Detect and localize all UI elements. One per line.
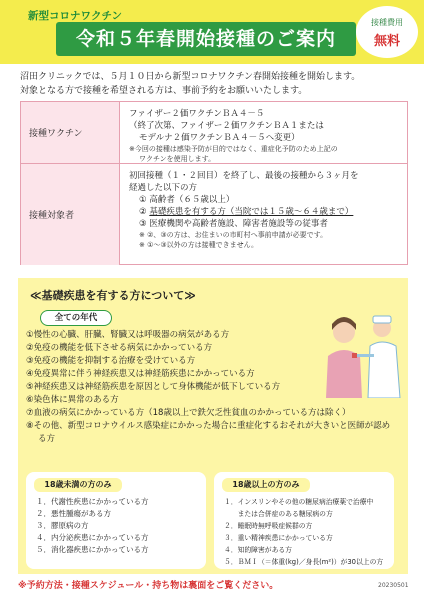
target-item-2 (129, 206, 403, 218)
target-item-1: ① 高齢者（６５歳以上） (139, 195, 235, 205)
disease-title: ≪基礎疾患を有する方について≫ (30, 289, 196, 302)
under18-item: ５．消化器疾患にかかっている方 (36, 545, 149, 554)
footer-note: ※予約方法・接種スケジュール・持ち物は裏面をご覧ください。 (18, 581, 279, 591)
header-subtitle: 新型コロナワクチン (28, 10, 122, 22)
over18-head: 18歳以上の方のみ (222, 478, 310, 492)
target-note-1: ※ ②、③の方は、お住まいの市町村へ事前申請が必要です。 (139, 231, 328, 239)
intro-line-1: 沼田クリニックでは、５月１０日から新型コロナワクチン春開始接種を開始します。 (20, 72, 361, 82)
under18-item: １．代謝性疾患にかかっている方 (36, 497, 149, 506)
page-title: 令和５年春開始接種のご案内 (75, 28, 336, 50)
vaccine-note-2: ワクチンを使用します。 (139, 155, 216, 163)
vaccine-row (21, 102, 407, 164)
over18-item: ２．睡眠時無呼吸症候群の方 (224, 522, 313, 530)
header (0, 0, 424, 66)
vaccine-line-1: ファイザー２価ワクチンＢＡ４－５ (129, 109, 265, 119)
intro-line-2: 対象となる方で接種を希望される方は、事前予約をお願いいたします。 (20, 86, 308, 96)
disease-item: ④免疫異常に伴う神経疾患又は神経筋疾患にかかっている方 (26, 369, 255, 379)
under18-item: ４．内分泌疾患にかかっている方 (36, 533, 149, 542)
under18-card (26, 472, 206, 569)
vaccine-label: 接種ワクチン (21, 102, 120, 163)
info-table (20, 101, 408, 265)
disease-item: ⑥染色体に異常のある方 (26, 395, 119, 405)
all-ages-tag: 全ての年代 (40, 310, 112, 326)
over18-card (214, 472, 394, 569)
target-body (129, 170, 403, 250)
vaccine-body (129, 108, 403, 164)
vaccine-line-3: モデルナ２価ワクチンＢＡ４－５へ変更） (139, 133, 300, 143)
target-item-2-text: 基礎疾患を有する方（当院では１５歳～６４歳まで） (149, 207, 354, 217)
vaccine-note-1: ※今回の接種は感染予防が目的ではなく、重症化予防のため上記の (129, 145, 338, 153)
target-line-1: 初回接種（１・２回目）を終了し、最後の接種から３ヶ月を (129, 171, 359, 181)
under18-item: ２．悪性腫瘍がある方 (36, 509, 111, 518)
target-item-3: ③ 医療機関や高齢者施設、障害者施設等の従事者 (139, 219, 328, 229)
target-line-2: 経過した以下の方 (129, 183, 198, 193)
target-item-2-prefix: ② (139, 207, 150, 217)
disease-item: ⑦血液の病気にかかっている方（18歳以上で鉄欠乏性貧血のかかっている方は除く） (26, 408, 351, 418)
disease-item: ⑧その他、新型コロナウイルス感染症にかかった場合に重症化するおそれが大きいと医師が認める方 (26, 421, 391, 444)
over18-list (224, 496, 392, 568)
disease-item: ⑤神経疾患又は神経筋疾患を原因として身体機能が低下している方 (26, 382, 281, 392)
fee-value: 無料 (373, 34, 400, 49)
fee-badge (356, 6, 418, 58)
target-row (21, 164, 407, 265)
over18-item: ３．重い精神疾患にかかっている方 (224, 534, 333, 542)
disease-item: ②免疫の機能を低下させる病気にかかっている方 (26, 343, 213, 353)
over18-item: ５．ＢＭＩ（＝体重(kg)／身長(m²)）が30以上の方 (224, 558, 384, 566)
target-note-2: ※ ①～③以外の方は接種できません。 (139, 241, 259, 249)
under18-head: 18歳未満の方のみ (34, 478, 122, 492)
disease-box (18, 278, 408, 574)
vaccine-line-2: （終了次第、ファイザー２価ワクチンＢＡ１または (129, 121, 324, 131)
document-code: 20230501 (378, 582, 409, 589)
disease-list (26, 329, 398, 446)
over18-item: １．インスリンやその他の糖尿病治療薬で治療中 (224, 498, 374, 506)
under18-list (36, 496, 204, 556)
over18-item: または合併症のある糖尿病の方 (224, 510, 333, 518)
target-label: 接種対象者 (21, 164, 120, 265)
over18-item: ４．知的障害がある方 (224, 546, 292, 554)
disease-item: ③免疫の機能を抑制する治療を受けている方 (26, 356, 196, 366)
under18-item: ３．膠原病の方 (36, 521, 89, 530)
intro-text (20, 70, 410, 98)
fee-label: 接種費用 (371, 18, 403, 27)
disease-item: ①慢性の心臓、肝臓、腎臓又は呼吸器の病気がある方 (26, 330, 230, 340)
